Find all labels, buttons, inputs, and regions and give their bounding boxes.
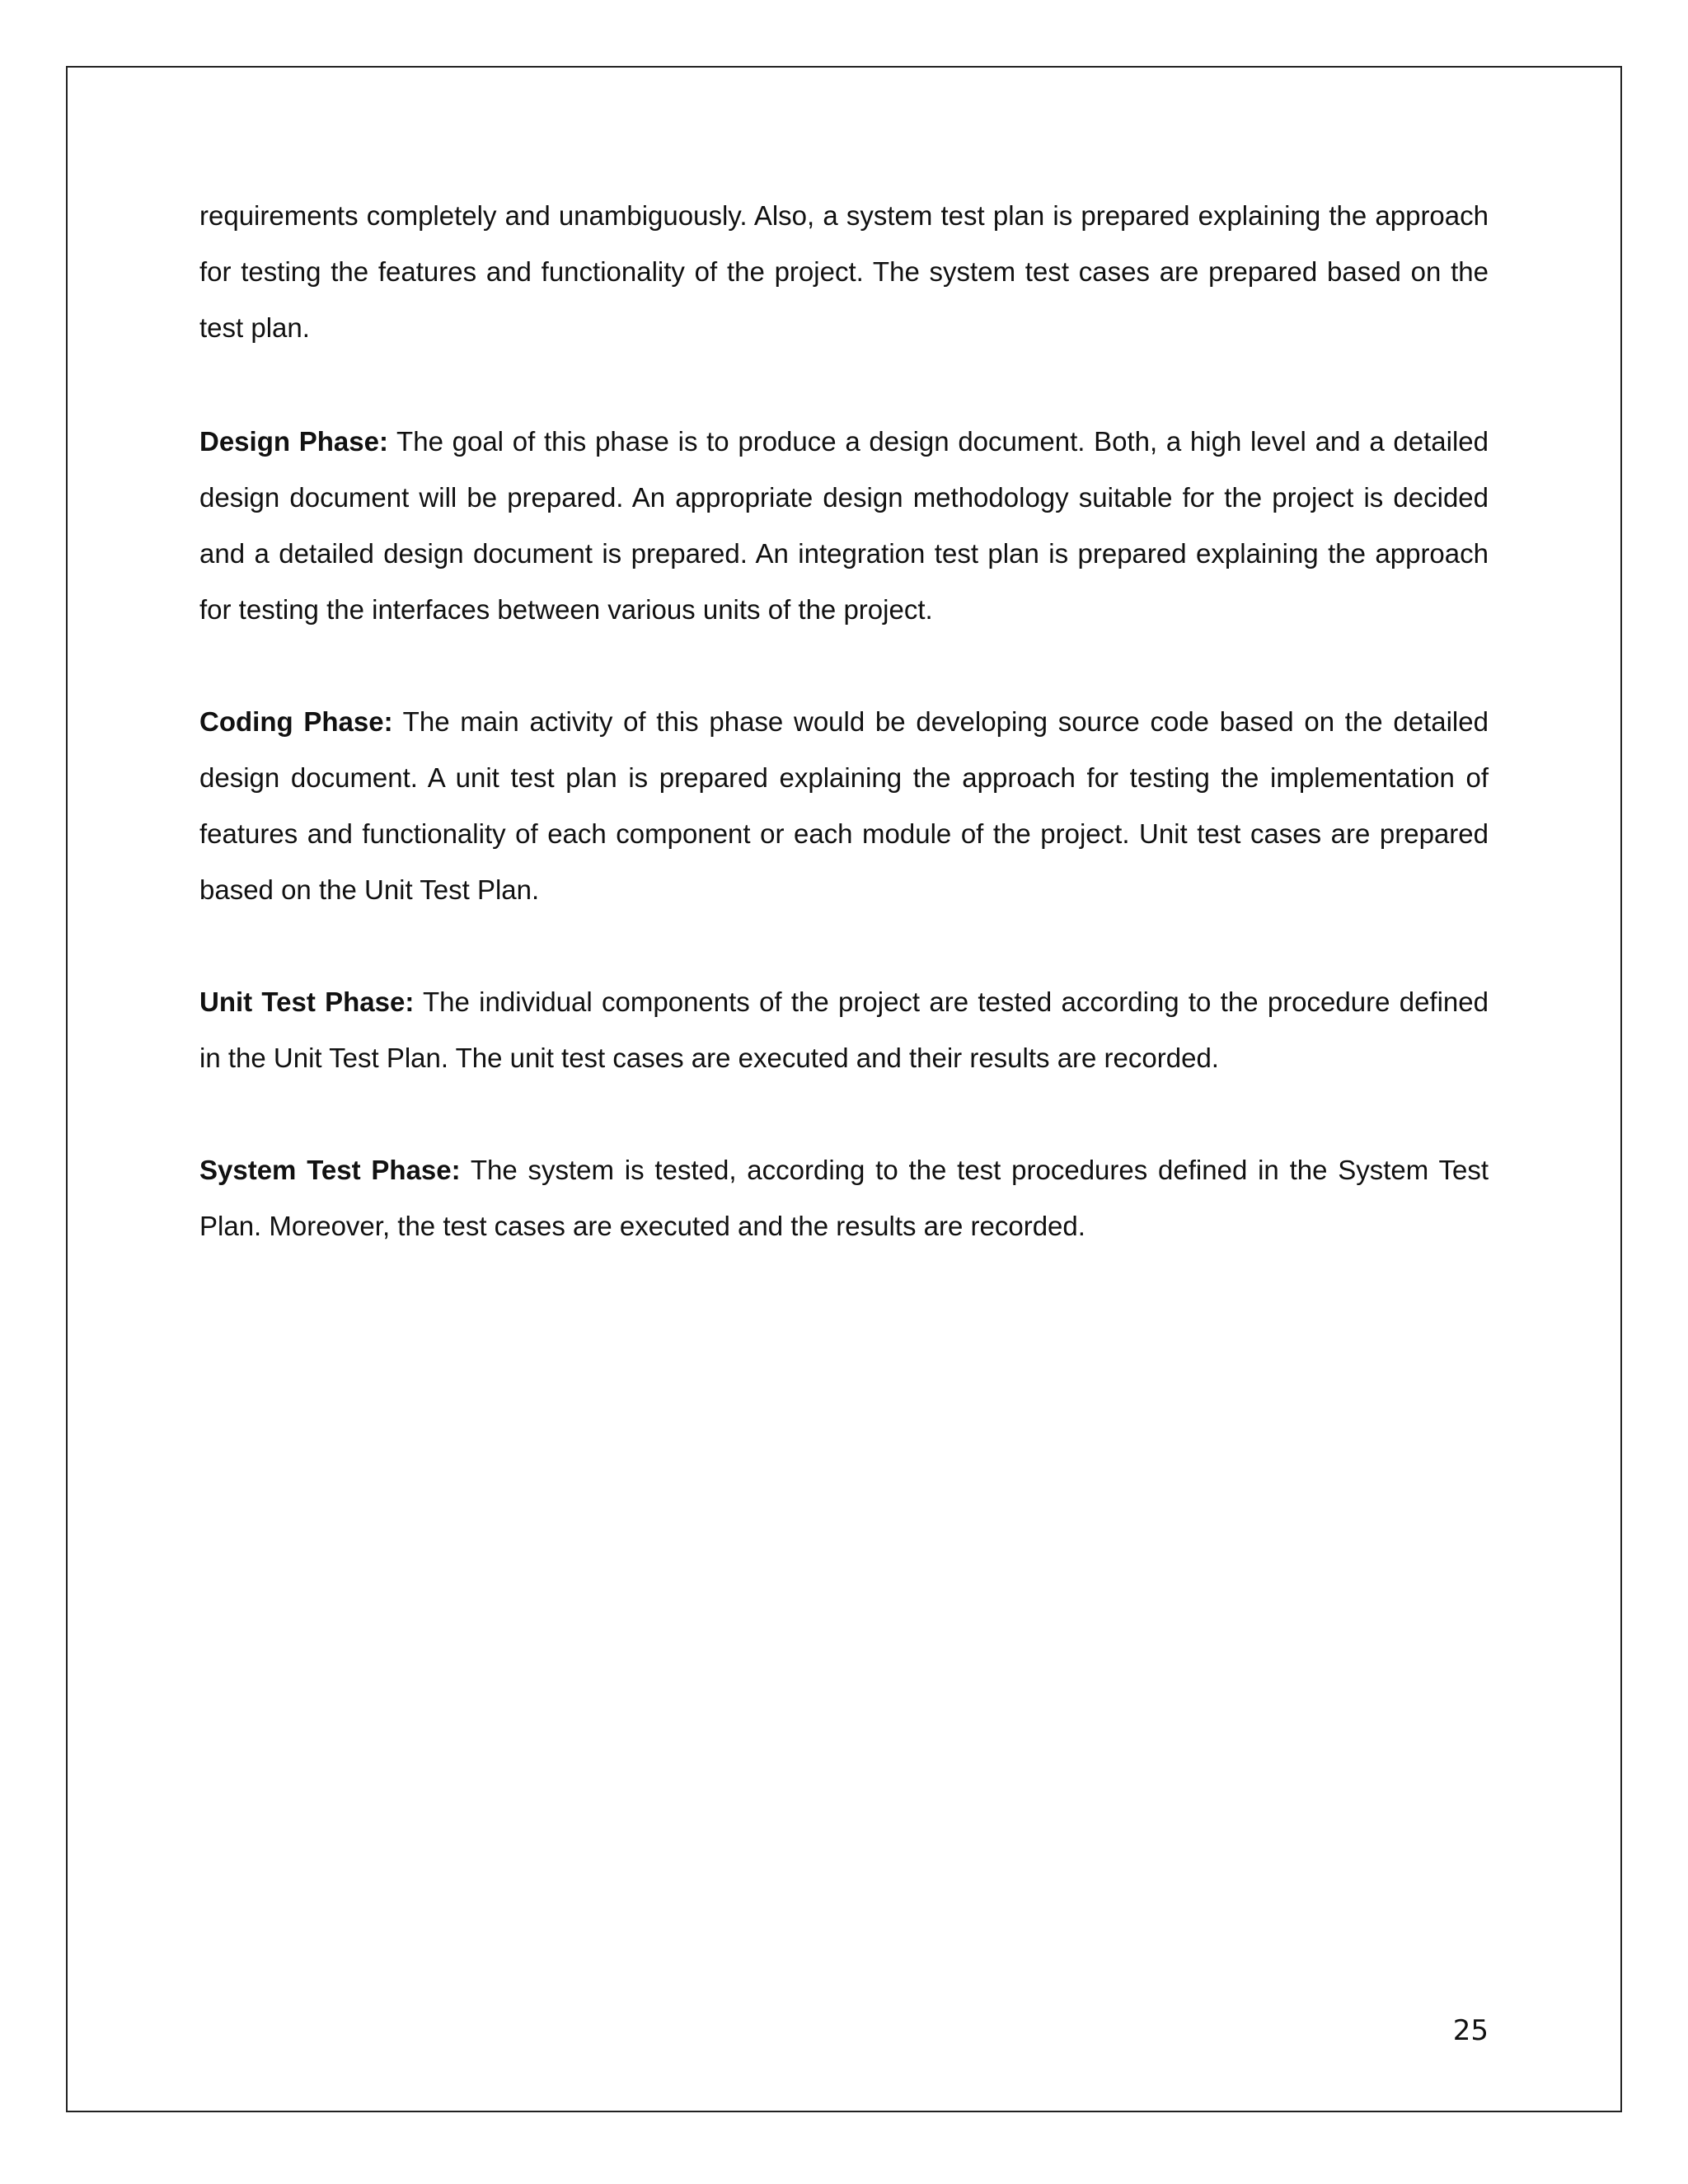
document-body [199,188,1489,1310]
paragraph-design-phase [199,414,1489,638]
paragraph-text: The system is tested, according to the test procedures defined in the System Test Plan. Moreover, the test cases are executed and the results are recorded. [199,1155,1489,1241]
paragraph-system-test-phase [199,1142,1489,1254]
coding-phase-heading: Coding Phase: [199,706,393,737]
paragraph-text: The individual components of the project are tested according to the procedure defined in the Unit Test Plan. The unit test cases are executed and their results are recorded. [199,987,1489,1073]
unit-test-phase-heading: Unit Test Phase: [199,987,415,1017]
page-number: 25 [1452,2014,1489,2047]
design-phase-heading: Design Phase: [199,426,388,457]
paragraph-requirements [199,188,1489,356]
paragraph-coding-phase [199,694,1489,918]
paragraph-unit-test-phase [199,974,1489,1086]
system-test-phase-heading: System Test Phase: [199,1155,461,1185]
paragraph-text: The main activity of this phase would be developing source code based on the detailed design document. A unit test plan is prepared explaining the approach for testing the implementation of features and functionality of each component or each module of the project. Unit test cases are prepared based on the Unit Test Plan. [199,706,1489,905]
paragraph-text: requirements completely and unambiguously. Also, a system test plan is prepared explaining the approach for testing the features and functionality of the project. The system test cases are prepared based on the test plan. [199,200,1489,343]
paragraph-text: The goal of this phase is to produce a design document. Both, a high level and a detailed design document will be prepared. An appropriate design methodology suitable for the project is decided and a detailed design document is prepared. An integration test plan is prepared explaining the approach for testing the interfaces between various units of the project. [199,426,1489,625]
